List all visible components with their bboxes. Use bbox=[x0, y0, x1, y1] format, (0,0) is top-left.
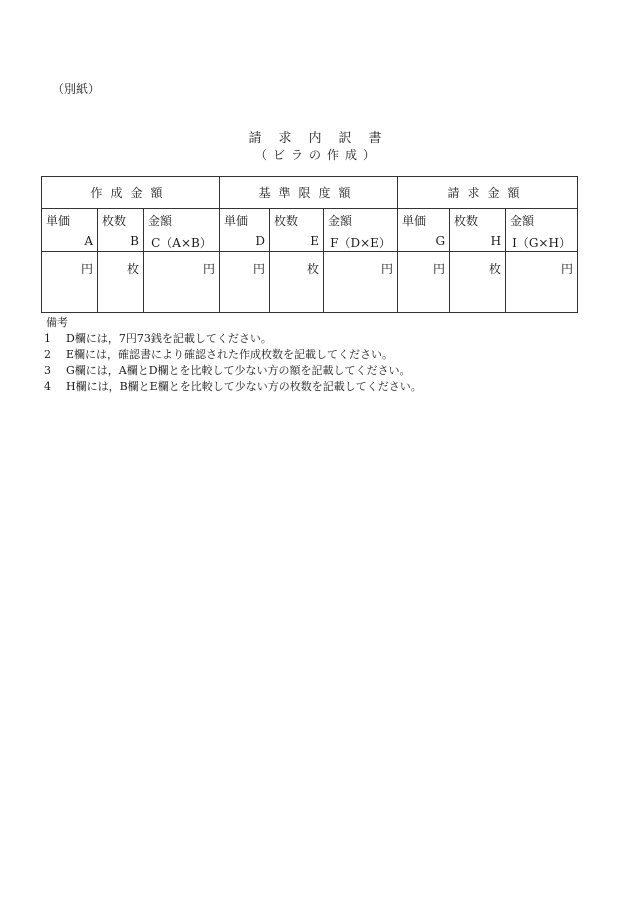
attachment-label: （別紙） bbox=[52, 82, 101, 96]
document-subtitle-text: （ビラの作成） bbox=[254, 148, 381, 162]
document-title-text: 請求内訳書 bbox=[248, 131, 399, 146]
document-subtitle bbox=[0, 146, 630, 163]
group-header-row bbox=[42, 177, 578, 209]
notes-section bbox=[44, 315, 422, 395]
unit-cell: 枚 bbox=[450, 252, 506, 313]
column-header bbox=[398, 209, 450, 252]
unit-cell: 枚 bbox=[98, 252, 144, 313]
unit-cell: 円 bbox=[324, 252, 398, 313]
column-name: 単価 bbox=[46, 214, 71, 228]
value-row bbox=[42, 252, 578, 313]
unit-cell: 円 bbox=[144, 252, 220, 313]
note-text: H欄には，B欄とE欄とを比較して少ない方の枚数を記載してください。 bbox=[66, 380, 422, 393]
column-name: 枚数 bbox=[102, 214, 127, 228]
note-number: 4 bbox=[44, 380, 51, 393]
unit-cell: 円 bbox=[42, 252, 98, 313]
column-name: 単価 bbox=[402, 214, 427, 228]
column-header bbox=[450, 209, 506, 252]
unit-cell: 円 bbox=[398, 252, 450, 313]
column-letter: A bbox=[84, 234, 93, 248]
column-name: 枚数 bbox=[274, 214, 299, 228]
column-name: 単価 bbox=[224, 214, 249, 228]
column-header bbox=[98, 209, 144, 252]
column-header bbox=[506, 209, 578, 252]
note-number: 2 bbox=[44, 348, 51, 361]
group-header-claim-amount: 請求金額 bbox=[398, 177, 578, 209]
column-header bbox=[270, 209, 324, 252]
column-name: 枚数 bbox=[454, 214, 479, 228]
column-letter: B bbox=[130, 234, 139, 248]
column-name: 金額 bbox=[510, 214, 535, 228]
note-item bbox=[44, 379, 422, 395]
note-item bbox=[44, 363, 422, 379]
note-item bbox=[44, 347, 422, 363]
breakdown-table bbox=[41, 176, 578, 313]
note-text: D欄には，7円73銭を記載してください。 bbox=[66, 332, 272, 345]
document-title bbox=[0, 127, 630, 146]
column-letter: F（D×E） bbox=[330, 236, 391, 250]
column-name: 金額 bbox=[328, 214, 353, 228]
column-header-row bbox=[42, 209, 578, 252]
column-letter: G bbox=[435, 234, 446, 248]
note-text: E欄には，確認書により確認された作成枚数を記載してください。 bbox=[66, 348, 394, 361]
note-item bbox=[44, 331, 422, 347]
column-letter: E bbox=[310, 234, 319, 248]
column-letter: H bbox=[490, 234, 502, 248]
group-header-standard-limit: 基準限度額 bbox=[220, 177, 398, 209]
column-header bbox=[42, 209, 98, 252]
column-letter: C（A×B） bbox=[151, 236, 212, 250]
unit-cell: 円 bbox=[220, 252, 270, 313]
notes-label: 備考 bbox=[46, 316, 68, 329]
note-text: G欄には，A欄とD欄とを比較して少ない方の額を記載してください。 bbox=[66, 364, 411, 377]
note-number: 3 bbox=[44, 364, 51, 377]
unit-cell: 枚 bbox=[270, 252, 324, 313]
group-header-creation-amount: 作成金額 bbox=[42, 177, 220, 209]
note-number: 1 bbox=[44, 332, 51, 345]
column-header bbox=[220, 209, 270, 252]
unit-cell: 円 bbox=[506, 252, 578, 313]
column-header bbox=[144, 209, 220, 252]
column-letter: I（G×H） bbox=[512, 236, 571, 250]
column-header bbox=[324, 209, 398, 252]
column-name: 金額 bbox=[148, 214, 173, 228]
column-letter: D bbox=[255, 234, 265, 248]
